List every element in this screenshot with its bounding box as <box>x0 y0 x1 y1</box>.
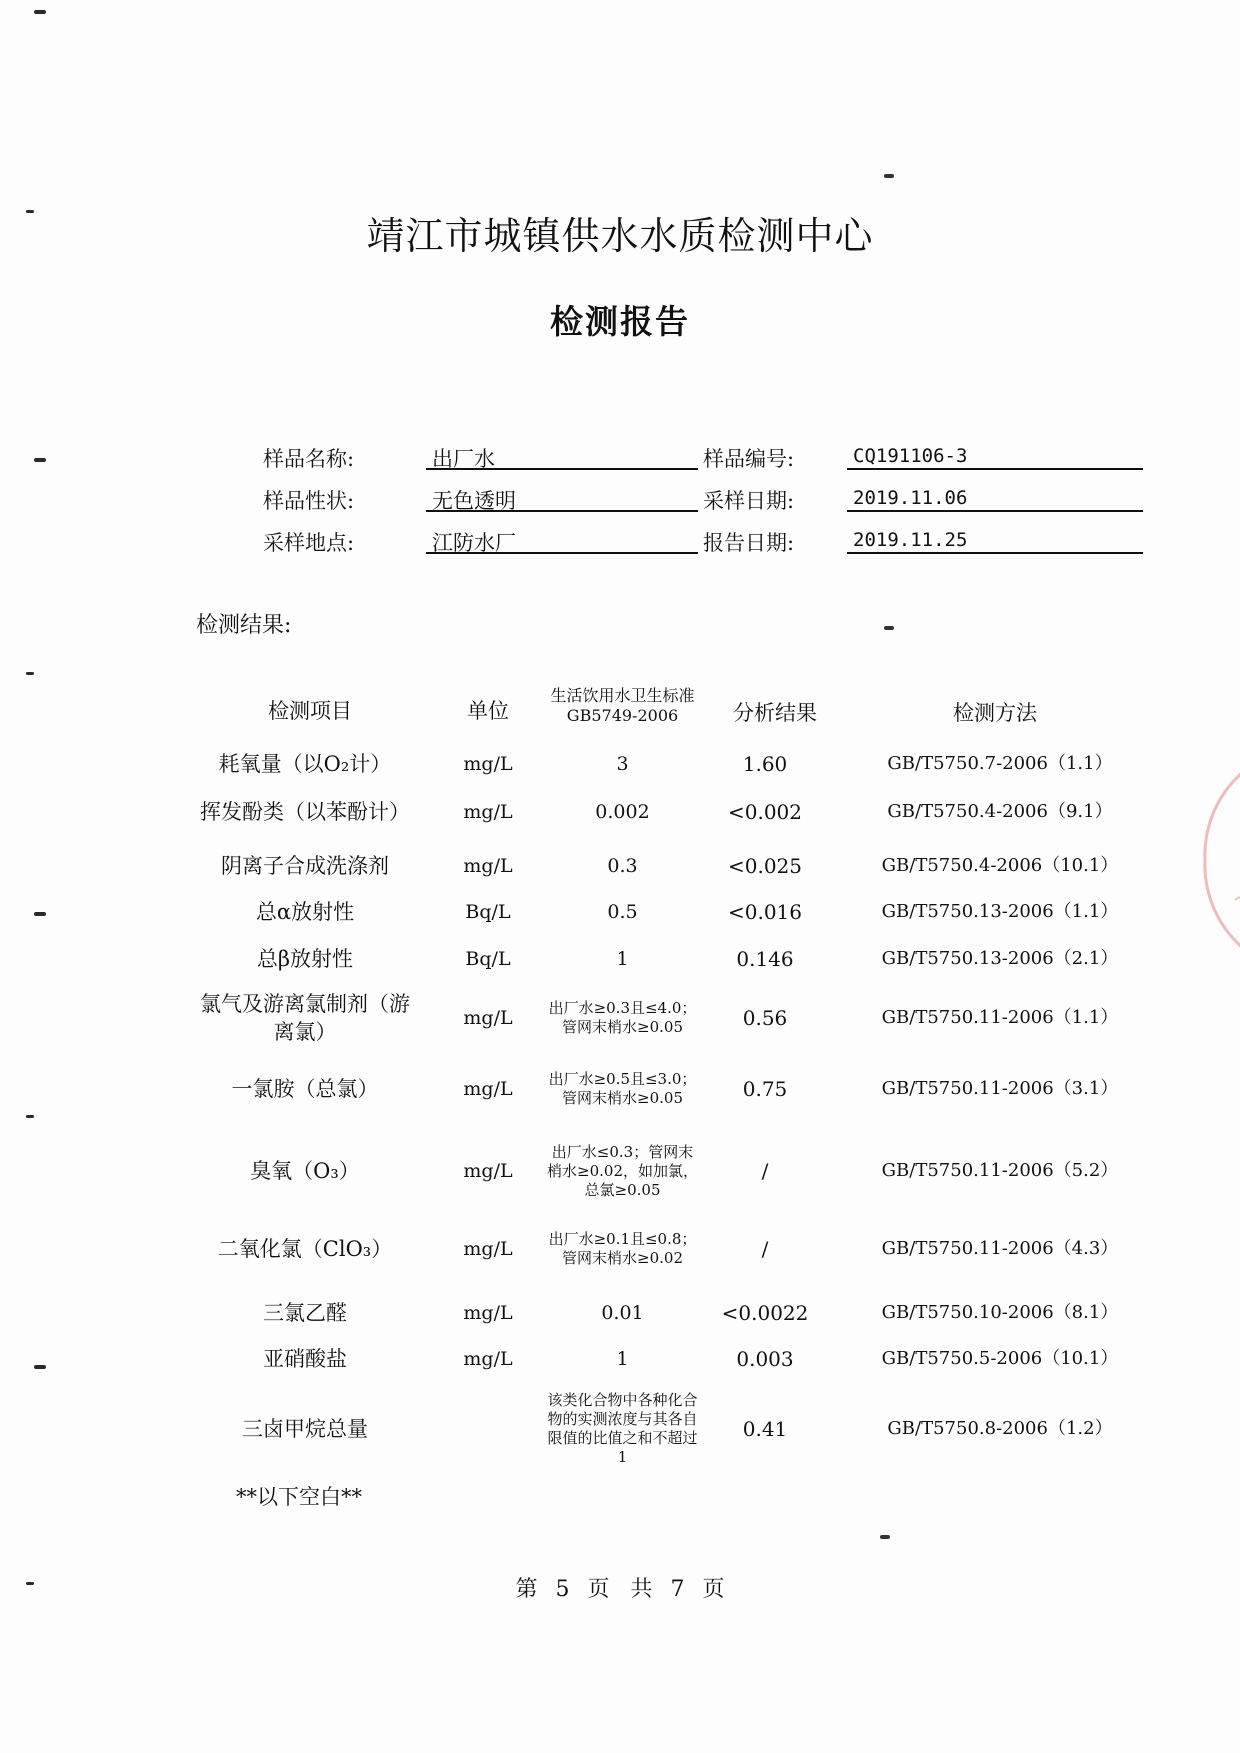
test-method: GB/T5750.13-2006（1.1） <box>881 901 1119 922</box>
table-row <box>0 941 1240 977</box>
analysis-result: <0.016 <box>727 900 802 924</box>
sampling-location-label: 采样地点: <box>263 531 355 555</box>
analysis-result: 0.56 <box>742 1006 788 1030</box>
test-item: 一氯胺（总氯） <box>231 1077 379 1101</box>
sample-code-label: 样品编号: <box>703 447 795 471</box>
test-method: GB/T5750.13-2006（2.1） <box>881 948 1119 969</box>
test-method: GB/T5750.11-2006（1.1） <box>881 1007 1119 1028</box>
sampling-location-value: 江防水厂 <box>432 531 516 555</box>
analysis-result: 0.146 <box>736 947 794 971</box>
test-method: GB/T5750.11-2006（4.3） <box>881 1238 1119 1259</box>
sampling-date-label: 采样日期: <box>703 489 795 513</box>
standard-limit: 0.002 <box>595 801 650 823</box>
test-item: 挥发酚类（以苯酚计） <box>200 800 410 824</box>
scan-mark <box>884 626 894 630</box>
standard-limit: 出厂水≥0.5且≤3.0；管网末梢水≥0.05 <box>548 1070 697 1107</box>
test-item: 亚硝酸盐 <box>263 1347 347 1371</box>
table-row <box>0 1130 1240 1212</box>
unit: Bq/L <box>465 901 511 923</box>
sampling-date-field <box>847 485 1143 512</box>
test-item: 阴离子合成洗涤剂 <box>221 854 389 878</box>
unit: mg/L <box>463 801 513 823</box>
analysis-result: 0.75 <box>742 1077 788 1101</box>
standard-limit: 出厂水≥0.3且≤4.0；管网末梢水≥0.05 <box>548 999 697 1036</box>
page-number-middle: 页 共 <box>587 1577 653 1602</box>
standard-limit: 0.5 <box>607 901 638 923</box>
standard-limit: 1 <box>616 1348 629 1370</box>
test-method: GB/T5750.7-2006（1.1） <box>887 753 1113 774</box>
table-row <box>0 848 1240 884</box>
scan-mark <box>884 174 894 178</box>
analysis-result: / <box>761 1237 769 1261</box>
unit: mg/L <box>463 753 513 775</box>
sampling-location-field <box>426 527 698 554</box>
table-row <box>0 740 1240 788</box>
table-row <box>0 782 1240 842</box>
test-method: GB/T5750.8-2006（1.2） <box>887 1418 1113 1439</box>
test-item: 三氯乙醛 <box>263 1301 347 1325</box>
page-number <box>0 1572 1240 1603</box>
standard-limit: 1 <box>616 948 629 970</box>
analysis-result: <0.002 <box>727 800 802 824</box>
unit: mg/L <box>463 1007 513 1029</box>
sampling-date-value: 2019.11.06 <box>853 487 968 509</box>
table-row <box>0 1386 1240 1472</box>
scan-mark <box>880 1535 890 1539</box>
test-item: 总α放射性 <box>255 900 355 924</box>
sample-info-row <box>0 440 1240 474</box>
page-number-suffix: 页 <box>702 1577 725 1602</box>
report-date-value: 2019.11.25 <box>853 529 968 551</box>
table-row <box>0 985 1240 1051</box>
report-date-label: 报告日期: <box>703 531 795 555</box>
test-method: GB/T5750.5-2006（10.1） <box>881 1348 1119 1369</box>
column-header-standard: 生活饮用水卫生标准GB5749-2006 <box>550 686 695 725</box>
report-date-field <box>847 527 1143 554</box>
analysis-result: <0.0022 <box>721 1301 809 1325</box>
report-title: 检测报告 <box>550 302 690 341</box>
page-number-total: 7 <box>670 1577 685 1602</box>
test-item: 臭氧（O₃） <box>250 1159 360 1183</box>
sample-state-label: 样品性状: <box>263 489 355 513</box>
unit: mg/L <box>463 1160 513 1182</box>
standard-limit: 0.3 <box>607 855 638 877</box>
column-header-unit: 单位 <box>467 699 509 723</box>
scan-mark <box>34 10 46 14</box>
sample-name-value: 出厂水 <box>432 447 495 471</box>
results-heading: 检测结果: <box>196 613 292 638</box>
column-header-result: 分析结果 <box>733 701 817 725</box>
unit: mg/L <box>463 1238 513 1260</box>
sample-name-field <box>426 443 698 470</box>
analysis-result: 0.41 <box>742 1417 788 1441</box>
unit: Bq/L <box>465 948 511 970</box>
sample-code-field <box>847 443 1143 470</box>
test-method: GB/T5750.11-2006（3.1） <box>881 1078 1119 1099</box>
test-item: 耗氧量（以O₂计） <box>218 752 392 776</box>
standard-limit: 出厂水≥0.1且≤0.8；管网末梢水≥0.02 <box>548 1230 697 1267</box>
end-of-content-note: **以下空白** <box>236 1485 362 1509</box>
table-row <box>0 1296 1240 1330</box>
test-method: GB/T5750.11-2006（5.2） <box>881 1160 1119 1181</box>
sample-info-row <box>0 524 1240 558</box>
standard-limit: 3 <box>616 753 629 775</box>
unit: mg/L <box>463 1348 513 1370</box>
table-row <box>0 1056 1240 1122</box>
test-item: 三卤甲烷总量 <box>242 1417 368 1441</box>
sample-state-field <box>426 485 698 512</box>
sample-name-label: 样品名称: <box>263 447 355 471</box>
table-row <box>0 1216 1240 1282</box>
test-item: 氯气及游离氯制剂（游离氯） <box>200 992 410 1044</box>
table-row <box>0 1342 1240 1376</box>
test-method: GB/T5750.4-2006（9.1） <box>887 801 1113 822</box>
scan-mark <box>26 672 34 675</box>
test-item: 二氧化氯（ClO₃） <box>217 1237 393 1261</box>
unit: mg/L <box>463 1302 513 1324</box>
column-header-item: 检测项目 <box>268 699 352 723</box>
analysis-result: 0.003 <box>736 1347 794 1371</box>
unit: mg/L <box>463 1078 513 1100</box>
table-row <box>0 894 1240 930</box>
sample-code-value: CQ191106-3 <box>853 445 968 467</box>
test-method: GB/T5750.10-2006（8.1） <box>881 1302 1119 1323</box>
test-item: 总β放射性 <box>256 947 354 971</box>
sample-info-row <box>0 482 1240 516</box>
standard-limit: 0.01 <box>601 1302 644 1324</box>
analysis-result: / <box>761 1159 769 1183</box>
test-method: GB/T5750.4-2006（10.1） <box>881 855 1119 876</box>
standard-limit: 该类化合物中各种化合物的实测浓度与其各自限值的比值之和不超过1 <box>547 1391 698 1466</box>
column-header-method: 检测方法 <box>953 701 1037 725</box>
sample-state-value: 无色透明 <box>432 489 516 513</box>
page-number-current: 5 <box>555 1577 570 1602</box>
analysis-result: <0.025 <box>727 854 802 878</box>
unit: mg/L <box>463 855 513 877</box>
organization-title: 靖江市城镇供水水质检测中心 <box>366 214 874 258</box>
unit <box>448 1386 528 1472</box>
standard-limit: 出厂水≤0.3；管网末梢水≥0.02，如加氯，总氯≥0.05 <box>547 1142 698 1199</box>
analysis-result: 1.60 <box>742 752 788 776</box>
page-number-prefix: 第 <box>515 1577 538 1602</box>
